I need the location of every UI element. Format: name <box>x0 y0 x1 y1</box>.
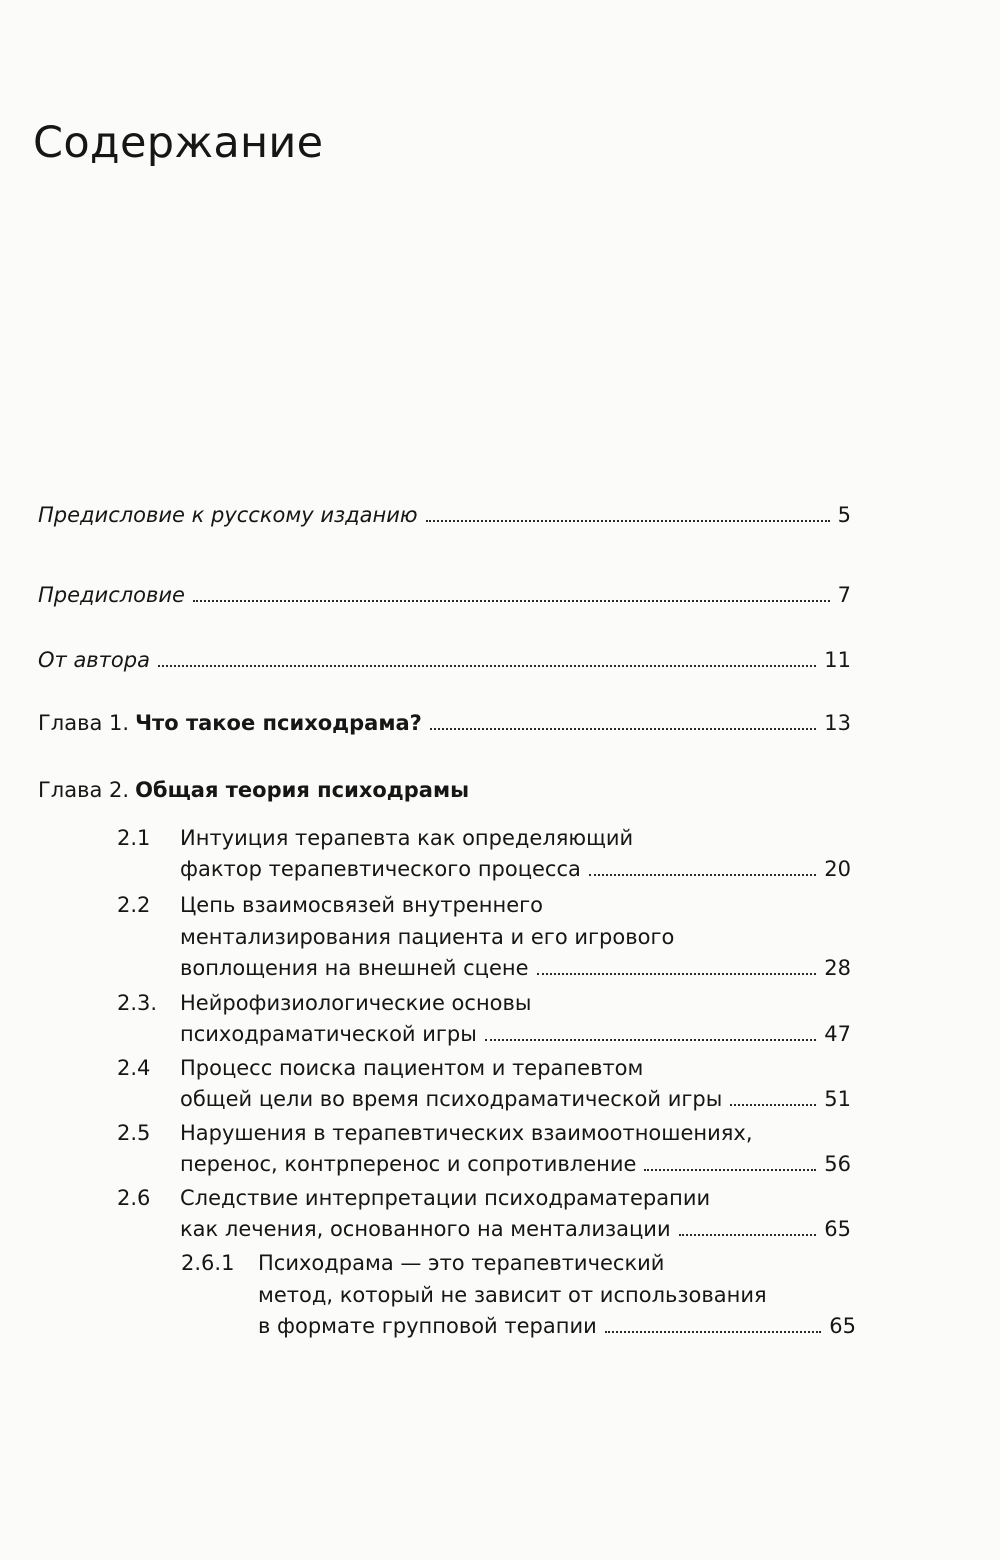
dot-leader <box>644 1169 816 1171</box>
section-title-last-line <box>0 1149 1000 1179</box>
section-number: 2.6.1 <box>181 1251 235 1275</box>
section-number: 2.6 <box>117 1186 151 1210</box>
page-title: Содержание <box>33 118 324 168</box>
section-title-line: метод, который не зависит от использования <box>258 1283 767 1307</box>
section-title-last-line <box>0 1084 1000 1114</box>
section-title-line: в формате групповой терапии <box>258 1314 597 1338</box>
section-title-last-line <box>0 1311 1000 1341</box>
section-title-line: Интуиция терапевта как определяющий <box>180 826 634 850</box>
toc-page-number: 28 <box>824 956 851 980</box>
section-number: 2.4 <box>117 1056 151 1080</box>
toc-entry-from-author[interactable] <box>0 645 1000 675</box>
section-title-line: Нейрофизиологические основы <box>180 991 532 1015</box>
section-title-last-line <box>0 1019 1000 1049</box>
section-title-line: Цепь взаимосвязей внутреннего <box>180 893 543 917</box>
section-title-last-line <box>0 1214 1000 1244</box>
section-number: 2.5 <box>117 1121 151 1145</box>
toc-page-number: 11 <box>824 648 851 672</box>
dot-leader <box>485 1039 816 1041</box>
dot-leader <box>730 1104 816 1106</box>
chapter-prefix: Глава 2. <box>38 778 130 802</box>
toc-entry-preface[interactable] <box>0 580 1000 610</box>
toc-entry-title: Предисловие к русскому изданию <box>38 503 418 527</box>
dot-leader <box>158 665 816 667</box>
section-title-line: фактор терапевтического процесса <box>180 857 581 881</box>
chapter-title: Что такое психодрама? <box>135 711 422 735</box>
chapter-prefix: Глава 1. <box>38 711 130 735</box>
toc-page-number: 7 <box>837 583 851 607</box>
section-title-line: перенос, контрперенос и сопротивление <box>180 1152 637 1176</box>
section-title-line: Процесс поиска пациентом и терапевтом <box>180 1056 644 1080</box>
section-title-line: Следствие интерпретации психодраматерапии <box>180 1186 711 1210</box>
section-number: 2.2 <box>117 893 151 917</box>
toc-entry-title: От автора <box>38 648 150 672</box>
dot-leader <box>193 600 830 602</box>
toc-entry-title: Предисловие <box>38 583 185 607</box>
section-title-line: ментализирования пациента и его игрового <box>180 925 675 949</box>
toc-page-number: 56 <box>824 1152 851 1176</box>
section-title-line: психодраматической игры <box>180 1022 477 1046</box>
section-title-line: Нарушения в терапевтических взаимоотношениях, <box>180 1121 753 1145</box>
toc-page-number: 51 <box>824 1087 851 1111</box>
dot-leader <box>537 973 817 975</box>
section-title-line: общей цели во время психодраматической игры <box>180 1087 723 1111</box>
toc-page-number: 47 <box>824 1022 851 1046</box>
section-number: 2.1 <box>117 826 151 850</box>
toc-entry-chapter-2[interactable] <box>0 775 1000 805</box>
dot-leader <box>430 728 816 730</box>
dot-leader <box>426 520 830 522</box>
toc-page-number: 20 <box>824 857 851 881</box>
dot-leader <box>679 1234 817 1236</box>
section-number: 2.3. <box>117 991 158 1015</box>
toc-page-number: 13 <box>824 711 851 735</box>
toc-entry-chapter-1[interactable] <box>0 708 1000 738</box>
toc-page-number: 65 <box>829 1314 856 1338</box>
dot-leader <box>605 1331 822 1333</box>
toc-entry-preface-russian[interactable] <box>0 500 1000 530</box>
section-title-line: как лечения, основанного на ментализации <box>180 1217 671 1241</box>
section-title-last-line <box>0 854 1000 884</box>
chapter-title: Общая теория психодрамы <box>135 778 470 802</box>
dot-leader <box>589 874 816 876</box>
section-title-line: Психодрама — это терапевтический <box>258 1251 665 1275</box>
section-title-line: воплощения на внешней сцене <box>180 956 529 980</box>
toc-page-number: 65 <box>824 1217 851 1241</box>
section-title-last-line <box>0 953 1000 983</box>
toc-page-number: 5 <box>837 503 851 527</box>
